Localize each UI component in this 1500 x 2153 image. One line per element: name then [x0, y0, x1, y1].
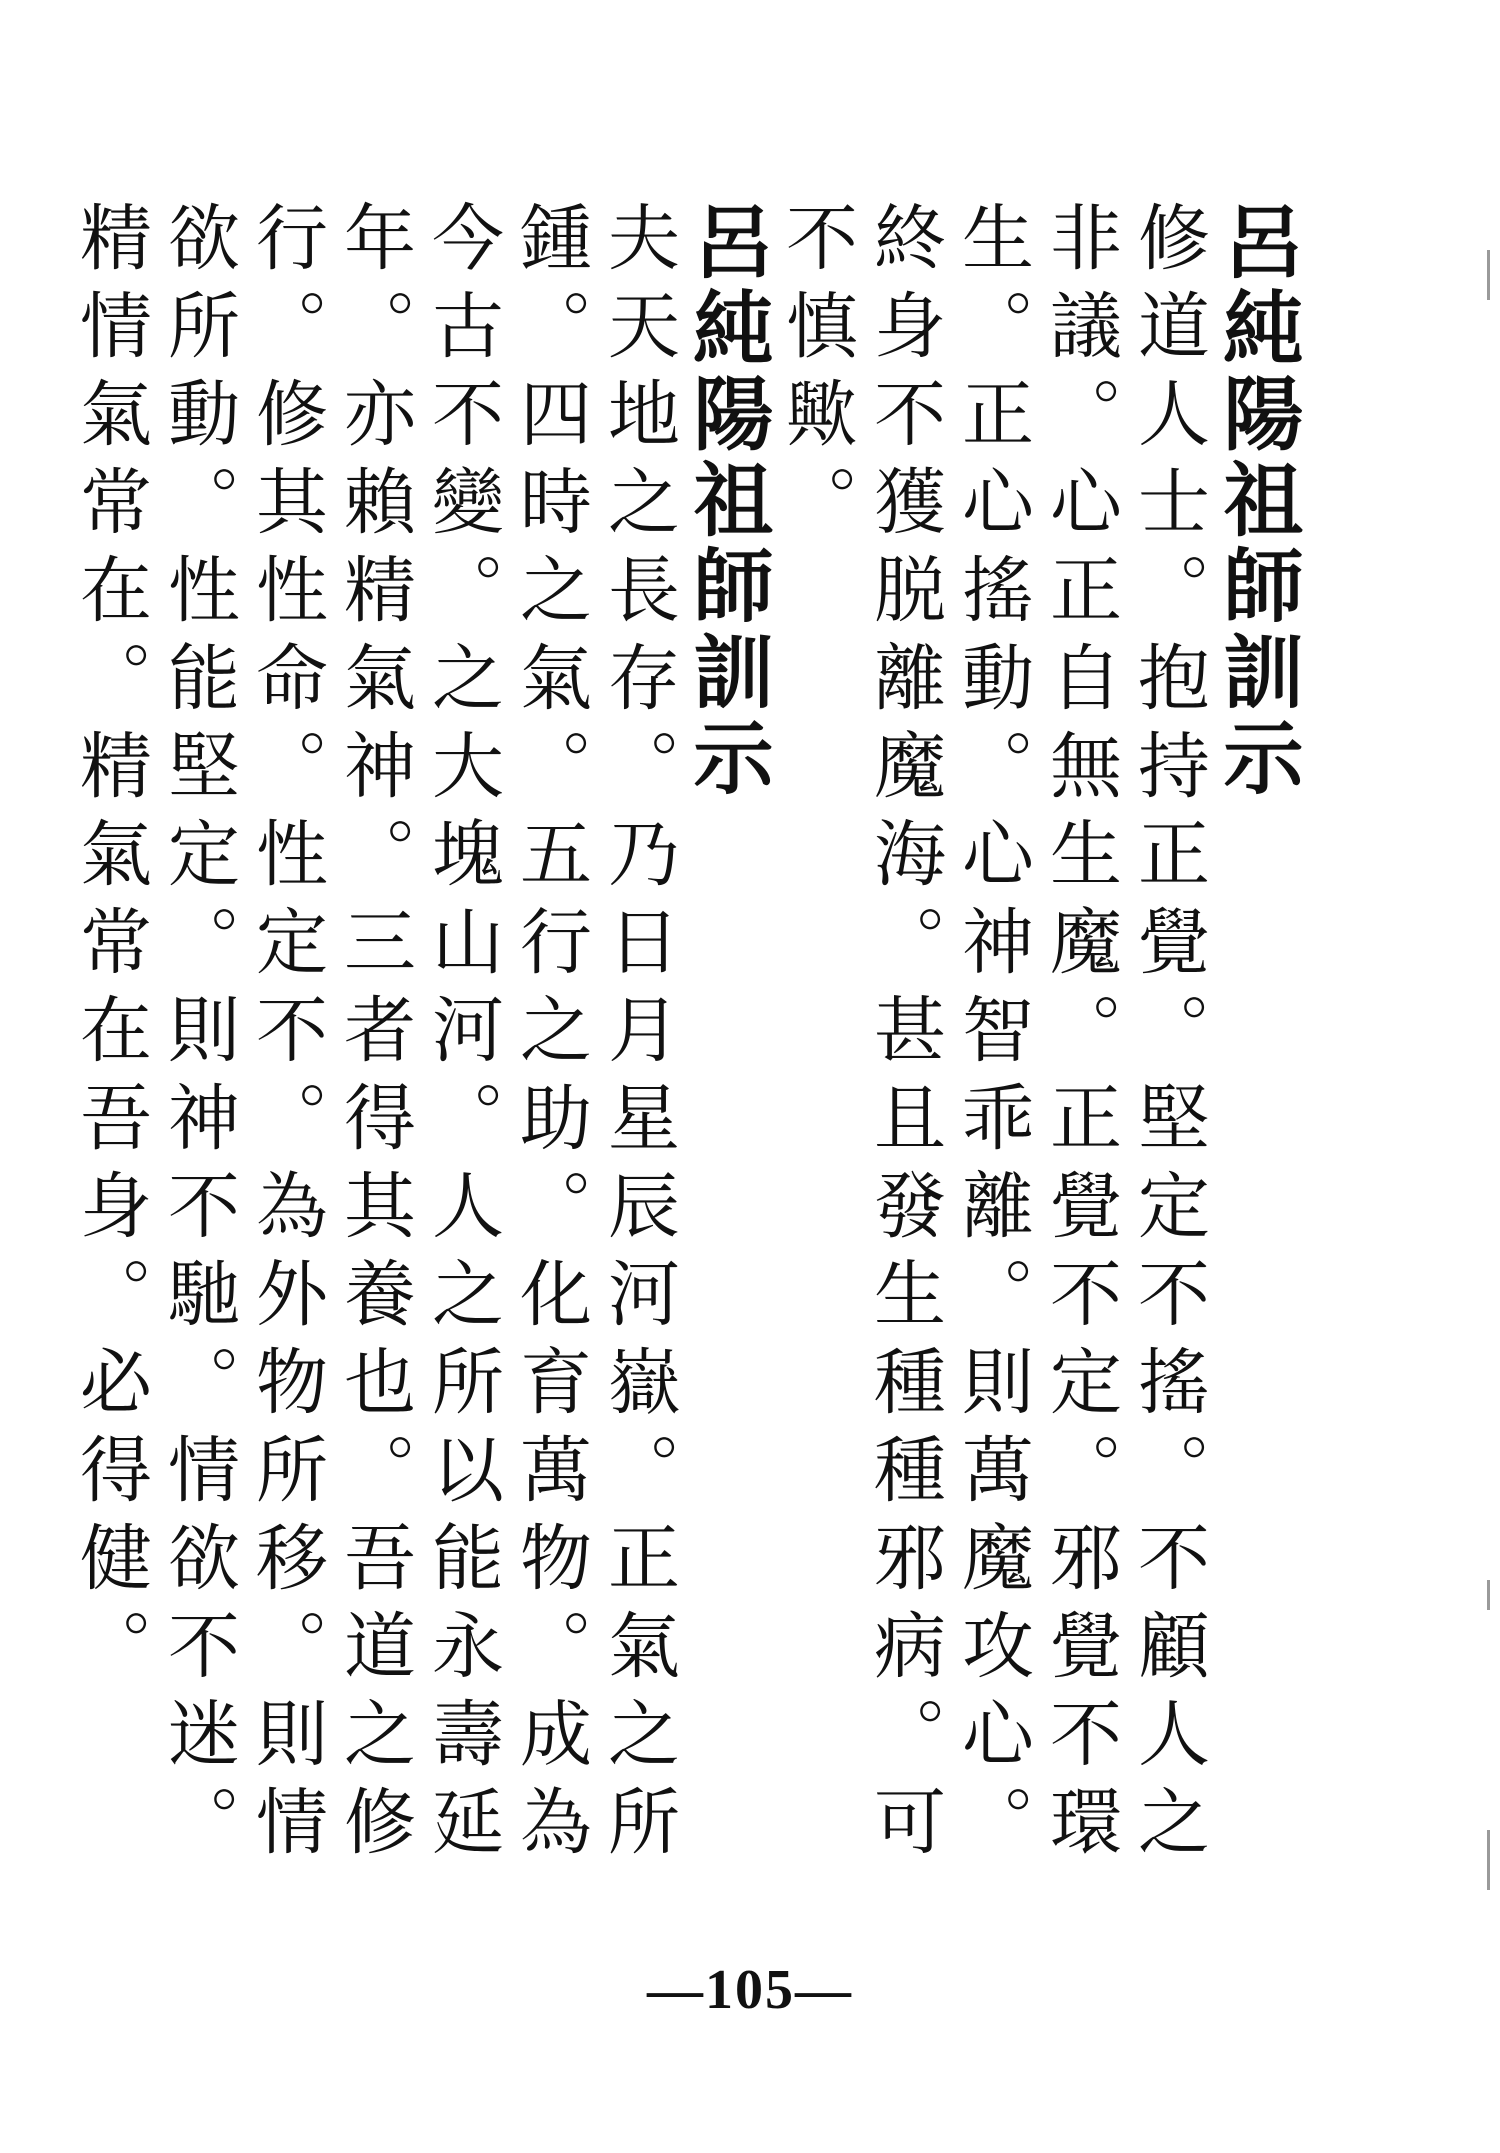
scan-edge-mark	[1487, 250, 1490, 300]
scan-edge-mark	[1487, 1830, 1490, 1890]
right-instruction-section	[774, 200, 1303, 1950]
left-section-title: 呂純陽祖師訓示	[680, 200, 773, 802]
page-number: —105—	[647, 1959, 853, 2021]
scan-edge-mark	[1487, 1580, 1490, 1610]
right-section-body: 修道人士。抱持正覺。堅定不搖。不顧人之非議。心正自無生魔。正覺不定。邪覺不環生。正心搖動。心神智乖離。則萬魔攻心。終身不獲脱離魔海。甚且發生種種邪病。可不慎歟。	[774, 200, 1210, 1872]
right-section-title: 呂純陽祖師訓示	[1210, 200, 1303, 802]
left-section-body: 夫天地之長存。乃日月星辰河嶽。正氣之所鍾。四時之氣。五行之助。化育萬物。成為今古不變。之大塊山河。人之所以能永壽延年。亦賴精氣神。三者得其養也。吾道之修行。修其性命。性定不。為外物所移。則情欲所動。性能堅定。則神不馳。情欲不迷。精情氣常在。精氣常在吾身。必得健。	[68, 200, 680, 1872]
left-instruction-section	[68, 200, 773, 1950]
